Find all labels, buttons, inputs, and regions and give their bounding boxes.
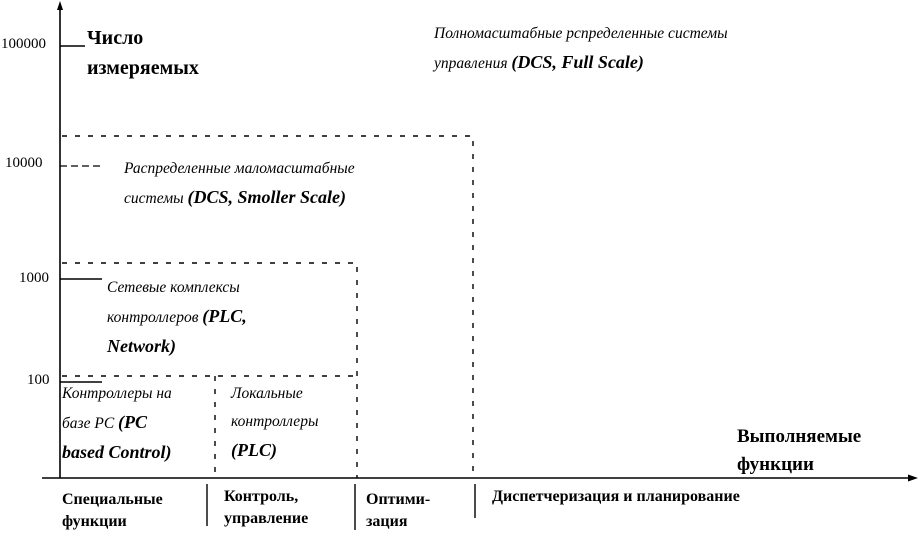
x-axis-arrowhead [908, 475, 918, 482]
category-dispatching-line1: Диспетчеризация и планирование [492, 488, 740, 505]
x-axis-title-line1: Выполняемые [737, 426, 862, 447]
label-dcs-smaller-scale-line2-abbr: (DCS, Smoller Scale) [187, 187, 346, 207]
label-plc-network [107, 274, 247, 360]
y-axis-title-line2: измеряемых [87, 57, 199, 79]
label-dcs-smaller-scale [124, 155, 355, 213]
label-dcs-full-scale-line1: Полномасштабные рспределенные системы [434, 25, 728, 42]
label-plc-local [231, 380, 318, 464]
y-axis-arrowhead [57, 1, 63, 10]
category-special-functions-line2: функции [62, 513, 127, 530]
category-optimization-line1: Оптими- [366, 491, 431, 508]
y-tick-label-10000: 10000 [5, 155, 43, 171]
label-plc-local-line2: контроллеры [231, 413, 319, 430]
label-pc-based-control-line2-abbr: (PC [118, 412, 148, 432]
label-plc-network-line2-ru: контроллеров [107, 309, 203, 326]
category-control-line1: Контроль, [224, 488, 299, 505]
label-pc-based-control [62, 380, 172, 466]
label-plc-network-line2-abbr: (PLC, [202, 306, 247, 326]
label-dcs-smaller-scale-line2-ru: системы [124, 190, 188, 207]
label-plc-network-line3: Network) [107, 336, 176, 356]
x-axis-title-line2: функции [737, 454, 814, 475]
y-tick-label-1000: 1000 [19, 270, 49, 286]
category-special-functions-line1: Специальные [62, 491, 163, 508]
y-tick-label-100: 100 [27, 372, 50, 388]
label-pc-based-control-line1: Контроллеры на [62, 385, 172, 402]
y-axis-title-line1: Число [87, 27, 144, 49]
label-dcs-full-scale [434, 20, 728, 78]
category-optimization [366, 489, 430, 533]
label-plc-local-line1: Локальные [231, 385, 303, 402]
label-plc-network-line2 [107, 302, 247, 332]
y-tick-label-100000: 100000 [1, 36, 46, 52]
label-dcs-full-scale-line2-abbr: (DCS, Full Scale) [511, 52, 644, 72]
category-control-line2: управление [224, 510, 309, 527]
category-optimization-line2: зация [366, 513, 408, 530]
category-dispatching [492, 486, 740, 508]
label-pc-based-control-line2 [62, 408, 172, 438]
category-control [224, 486, 308, 530]
label-dcs-full-scale-line2-ru: управления [434, 55, 512, 72]
label-dcs-smaller-scale-line1: Распределенные маломасштабные [124, 160, 355, 177]
category-special-functions [62, 489, 163, 533]
label-plc-local-line3: (PLC) [231, 440, 277, 460]
label-dcs-smaller-scale-line2 [124, 183, 355, 213]
label-dcs-full-scale-line2 [434, 48, 728, 78]
label-plc-network-line1: Сетевые комплексы [107, 279, 240, 296]
label-pc-based-control-line3: based Control) [62, 442, 172, 462]
label-pc-based-control-line2-ru: базе PC [62, 415, 119, 432]
